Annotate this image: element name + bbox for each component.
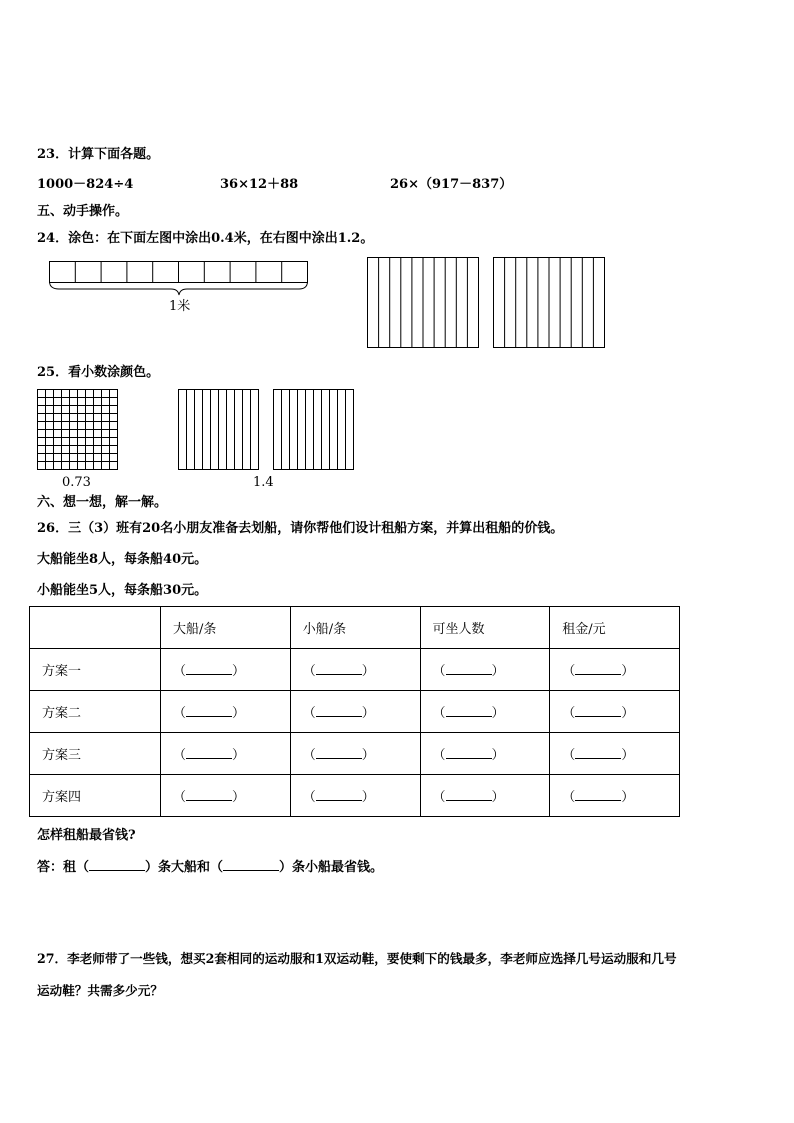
q27-line-2: 运动鞋？共需多少元？ [37,983,163,998]
q26-question: 怎样租船最省钱? [37,828,136,843]
q25-label-left: 0.73 [62,475,91,490]
answer-blank[interactable]: （ ） [161,775,291,817]
row-label: 方案四 [30,775,161,817]
q26-answer-line: 答：租（ ）条大船和（ ）条小船最省钱。 [37,860,384,875]
answer-blank[interactable]: （ ） [290,691,420,733]
section-5-heading: 五、动手操作。 [37,204,129,219]
answer-blank[interactable]: （ ） [420,691,550,733]
q26-big-boat: 大船能坐8人，每条船40元。 [37,552,208,567]
q23-expr-2: 36×12＋88 [220,177,299,192]
answer-blank[interactable]: （ ） [550,733,680,775]
boat-plan-table [29,606,680,817]
q23-expr-1: 1000－824÷4 [37,177,134,192]
answer-blank[interactable]: （ ） [550,649,680,691]
answer-blank[interactable]: （ ） [161,691,291,733]
answer-blank[interactable]: （ ） [420,733,550,775]
q24-grid-left [367,257,481,349]
q25-title: 25．看小数涂颜色。 [37,365,160,380]
answer-blank[interactable]: （ ） [290,649,420,691]
q24-grid-right [493,257,607,349]
answer-blank[interactable]: （ ） [420,649,550,691]
q26-title: 26．三（3）班有20名小朋友准备去划船，请你帮他们设计租船方案，并算出租船的价钱。 [37,521,564,536]
header-cell [30,607,161,649]
table-row [30,691,680,733]
answer-blank[interactable]: （ ） [161,733,291,775]
answer-blank[interactable]: （ ） [550,691,680,733]
header-cell: 小船/条 [290,607,420,649]
header-cell: 大船/条 [161,607,291,649]
table-row [30,649,680,691]
section-6-heading: 六、想一想，解一解。 [37,495,168,510]
table-header-row [30,607,680,649]
answer-blank[interactable]: （ ） [161,649,291,691]
answer-blank-small-boats[interactable] [223,859,279,871]
answer-blank[interactable]: （ ） [290,775,420,817]
row-label: 方案一 [30,649,161,691]
q26-small-boat: 小船能坐5人，每条船30元。 [37,583,208,598]
q23-expr-3: 26×（917－837） [390,177,513,192]
q24-title: 24．涂色：在下面左图中涂出0.4米，在右图中涂出1.2。 [37,231,374,246]
q23-title: 23．计算下面各题。 [37,147,160,162]
answer-blank-big-boats[interactable] [89,859,145,871]
q25-strip-grid-1 [178,389,260,471]
answer-blank[interactable]: （ ） [290,733,420,775]
row-label: 方案三 [30,733,161,775]
header-cell: 可坐人数 [420,607,550,649]
header-cell: 租金/元 [550,607,680,649]
q25-hundred-grid [37,389,119,471]
q24-ruler-label: 1米 [169,299,191,314]
row-label: 方案二 [30,691,161,733]
table-row [30,775,680,817]
answer-blank[interactable]: （ ） [420,775,550,817]
q27-line-1: 27．李老师带了一些钱，想买2套相同的运动服和1双运动鞋，要使剩下的钱最多，李老师应选择几号运动服和几号 [37,951,677,966]
q25-label-right: 1.4 [253,475,274,490]
table-row [30,733,680,775]
answer-blank[interactable]: （ ） [550,775,680,817]
q25-strip-grid-2 [273,389,355,471]
